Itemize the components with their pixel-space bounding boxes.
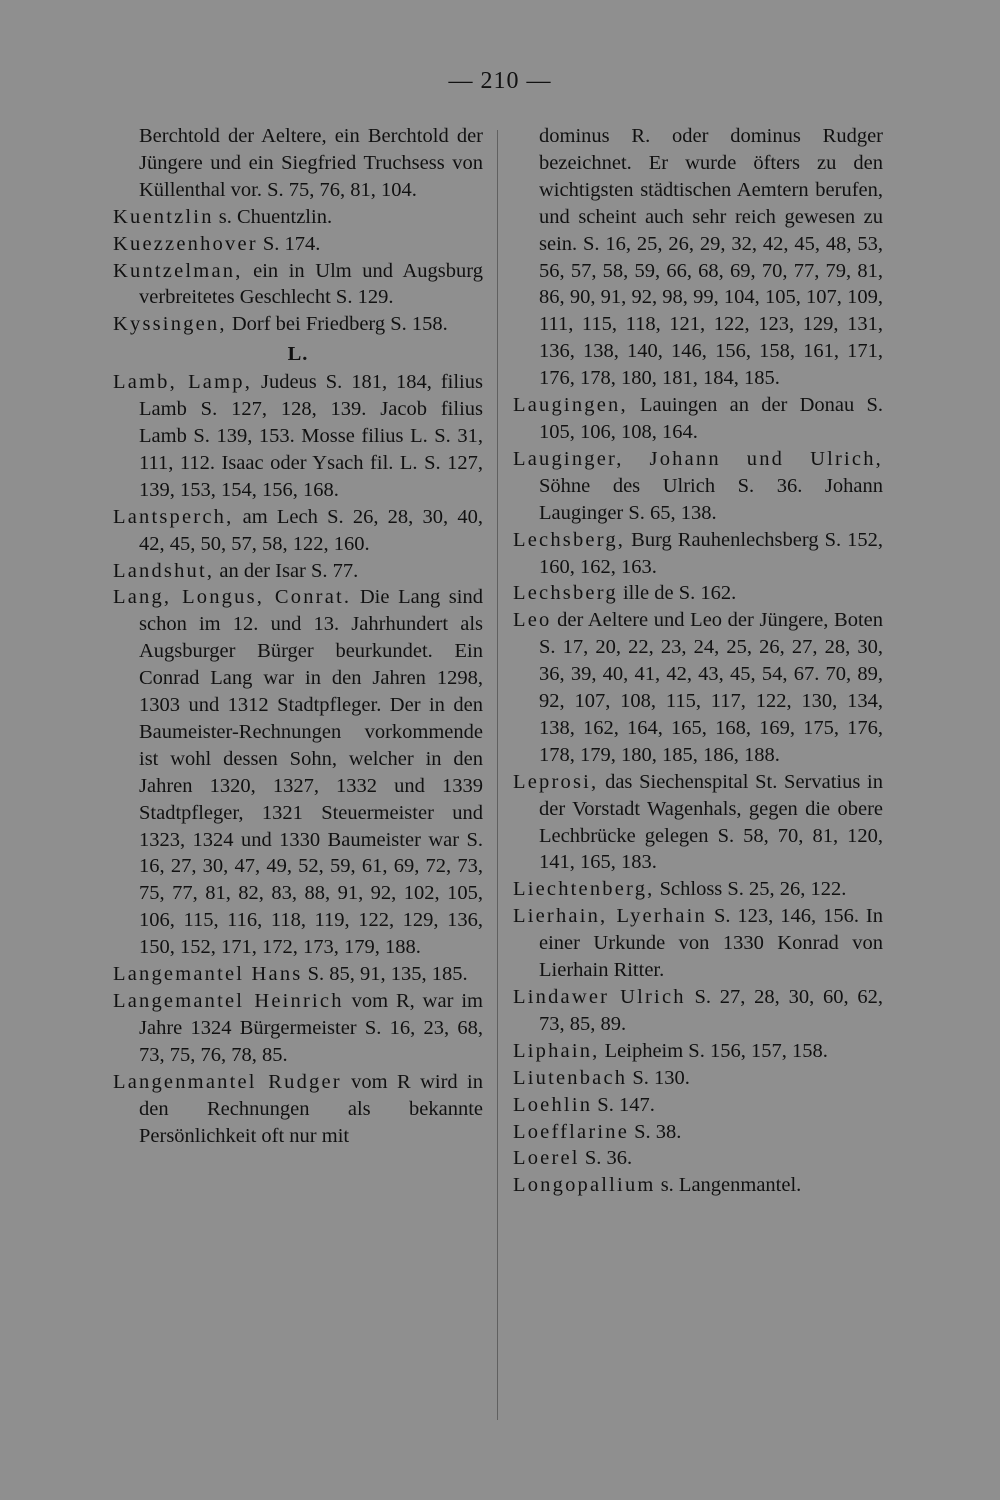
index-entry bbox=[513, 1092, 883, 1119]
entry-text: Leipheim S. 156, 157, 158. bbox=[599, 1039, 828, 1062]
entry-text: S. 38. bbox=[629, 1120, 682, 1143]
column-divider bbox=[497, 130, 498, 1420]
entry-headword: Lechsberg bbox=[513, 582, 618, 605]
entry-text: am Lech S. 26, 28, 30, 40, 42, 45, 50, 57, 58, 122, 160. bbox=[139, 505, 483, 555]
entry-text: Lauingen an der Donau S. 105, 106, 108, 164. bbox=[539, 394, 883, 443]
index-entry bbox=[513, 984, 883, 1038]
entry-headword: Loehlin bbox=[513, 1093, 593, 1116]
entry-text: der Aeltere und Leo der Jüngere, Boten S. 17, 20, 22, 23, 24, 25, 26, 27, 28, 30, 36, 39, 40, 41, 42, 43, 45, 54, 67. 70, 89, 92, 107, 108, 115, 117, 122, 130, 134, 138, 162, 164, 165, 168, 169, 175, 176, 178, 179, 180, 185, 186, 188. bbox=[539, 609, 883, 766]
index-entry bbox=[113, 1069, 483, 1150]
entry-headword: Langenmantel Rudger bbox=[113, 1070, 342, 1093]
index-entry bbox=[513, 123, 883, 392]
entry-text: S. 123, 146, 156. In einer Urkunde von 1330 Konrad von Lierhain Ritter. bbox=[539, 905, 883, 982]
entry-headword: Lamb, Lamp, bbox=[113, 371, 253, 394]
index-entry bbox=[113, 988, 483, 1069]
index-entry bbox=[513, 392, 883, 446]
index-entry bbox=[113, 123, 483, 204]
entry-text: S. 36. bbox=[579, 1147, 633, 1170]
entry-headword: Leprosi, bbox=[513, 770, 599, 793]
entry-text: S. 27, 28, 30, 60, 62, 73, 85, 89. bbox=[539, 986, 884, 1035]
entry-text: S. 174. bbox=[257, 232, 321, 255]
index-entry bbox=[113, 311, 483, 338]
index-entry bbox=[513, 1172, 883, 1199]
index-entry bbox=[513, 1145, 883, 1172]
right-column bbox=[513, 123, 883, 1199]
entry-text: S. 147. bbox=[592, 1093, 655, 1116]
entry-headword: Lang, Longus, Conrat. bbox=[113, 586, 352, 609]
entry-headword: Lechsberg, bbox=[513, 528, 626, 551]
index-entry bbox=[513, 876, 883, 903]
page-number: — 210 — bbox=[448, 68, 552, 94]
section-heading: L. bbox=[287, 343, 309, 366]
index-entry bbox=[113, 558, 483, 585]
entry-text: das Siechenspital St. Servatius in der Vorstadt Wagenhals, gegen die obere Lechbrücke gelegen S. 58, 70, 81, 120, 141, 165, 183. bbox=[539, 770, 883, 874]
entry-text: s. Langenmantel. bbox=[655, 1174, 802, 1197]
index-entry bbox=[513, 1065, 883, 1092]
entry-headword: Kyssingen, bbox=[113, 313, 227, 336]
index-entry bbox=[513, 527, 883, 581]
index-entry bbox=[513, 1119, 883, 1146]
entry-headword: Liechtenberg, bbox=[513, 878, 655, 901]
entry-text: dominus R. oder dominus Rudger bezeichnet. Er wurde öfters zu den wichtigsten städtischen Aemtern berufen, und scheint auch sehr reich gewesen zu sein. S. 16, 25, 26, 29, 32, 42, 45, 48, 53, 56, 57, 58, 59, 66, 68, 69, 70, 77, 79, 81, 86, 90, 91, 92, 98, 99, 104, 105, 107, 109, 111, 115, 118, 121, 122, 123, 129, 131, 136, 138, 140, 146, 156, 158, 161, 171, 176, 178, 180, 181, 184, 185. bbox=[539, 125, 883, 390]
index-entry bbox=[513, 580, 883, 607]
entry-headword: Longopallium bbox=[513, 1174, 656, 1197]
entry-text: s. Chuentzlin. bbox=[213, 205, 333, 228]
index-entry bbox=[513, 607, 883, 768]
entry-headword: Laugingen, bbox=[513, 394, 628, 417]
entry-text: Die Lang sind schon im 12. und 13. Jahrhundert als Augsburger Bürger beurkundet. Ein Conrad Lang war in den Jahren 1298, 1303 und 1312 Stadtpfleger. Der in den Baumeister-Rechnungen vorkommende ist wohl dessen Sohn, welcher in den Jahren 1320, 1327, 1332 und 1339 Stadtpfleger, 1321 Steuermeister und 1323, 1324 und 1330 Baumeister war S. 16, 27, 30, 47, 49, 52, 59, 61, 69, 72, 73, 75, 77, 81, 82, 83, 88, 91, 92, 102, 105, 106, 115, 116, 118, 119, 122, 129, 136, 150, 152, 171, 172, 173, 179, 188. bbox=[139, 586, 483, 959]
entry-text: Burg Rauhenlechsberg S. 152, 160, 162, 163. bbox=[539, 528, 883, 578]
entry-headword: Lierhain, Lyerhain bbox=[513, 905, 707, 928]
entry-text: ein in Ulm und Augsburg verbreitetes Geschlecht S. 129. bbox=[139, 259, 483, 309]
entry-headword: Lauginger, Johann und Ulrich, bbox=[513, 447, 883, 470]
entry-text: Judeus S. 181, 184, filius Lamb S. 127, 128, 139. Jacob filius Lamb S. 139, 153. Mosse filius L. S. 31, 111, 112. Isaac oder Ysach fil. L. S. 127, 139, 153, 154, 156, 168. bbox=[139, 371, 483, 501]
index-entry bbox=[113, 204, 483, 231]
entry-headword: Kuntzelman, bbox=[113, 259, 243, 282]
index-entry bbox=[113, 504, 483, 558]
entry-headword: Langemantel Heinrich bbox=[113, 990, 344, 1012]
entry-text: vom R, war im Jahre 1324 Bürgermeister S. 16, 23, 68, 73, 75, 76, 78, 85. bbox=[139, 990, 483, 1066]
index-entry bbox=[513, 769, 883, 877]
entry-headword: Lindawer Ulrich bbox=[513, 986, 686, 1008]
entry-headword: Landshut, bbox=[113, 559, 215, 582]
entry-text: an der Isar S. 77. bbox=[214, 559, 359, 582]
entry-headword: Loefflarine bbox=[513, 1120, 630, 1143]
entry-text: Dorf bei Friedberg S. 158. bbox=[226, 313, 448, 336]
entry-headword: Lantsperch, bbox=[113, 505, 234, 528]
entry-text: vom R wird in den Rechnungen als bekannte Persönlichkeit oft nur mit bbox=[139, 1070, 483, 1147]
index-entry bbox=[113, 369, 483, 504]
index-entry bbox=[113, 231, 483, 258]
entry-text: ille de S. 162. bbox=[617, 582, 737, 605]
entry-headword: Kuezzenhover bbox=[113, 232, 258, 255]
index-entry bbox=[513, 446, 883, 527]
index-entry bbox=[113, 258, 483, 312]
index-entry bbox=[513, 903, 883, 984]
index-entry bbox=[113, 584, 483, 961]
entry-text: S. 85, 91, 135, 185. bbox=[302, 963, 468, 986]
entry-text: Berchtold der Aeltere, ein Berchtold der Jüngere und ein Siegfried Truchsess von Küllenthal vor. S. 75, 76, 81, 104. bbox=[139, 125, 483, 201]
entry-headword: Liphain, bbox=[513, 1039, 600, 1062]
entry-text: S. 130. bbox=[627, 1066, 690, 1089]
entry-headword: Langemantel Hans bbox=[113, 963, 303, 986]
index-entry bbox=[113, 961, 483, 988]
entry-text: Schloss S. 25, 26, 122. bbox=[654, 878, 847, 901]
left-column bbox=[113, 123, 483, 1149]
entry-headword: Liutenbach bbox=[513, 1066, 628, 1089]
entry-headword: Loerel bbox=[513, 1147, 580, 1170]
entry-text: Söhne des Ulrich S. 36. Johann Lauginger S. 65, 138. bbox=[539, 474, 883, 524]
index-entry bbox=[513, 1038, 883, 1065]
entry-headword: Kuentzlin bbox=[113, 205, 214, 228]
entry-headword: Leo bbox=[513, 609, 552, 632]
